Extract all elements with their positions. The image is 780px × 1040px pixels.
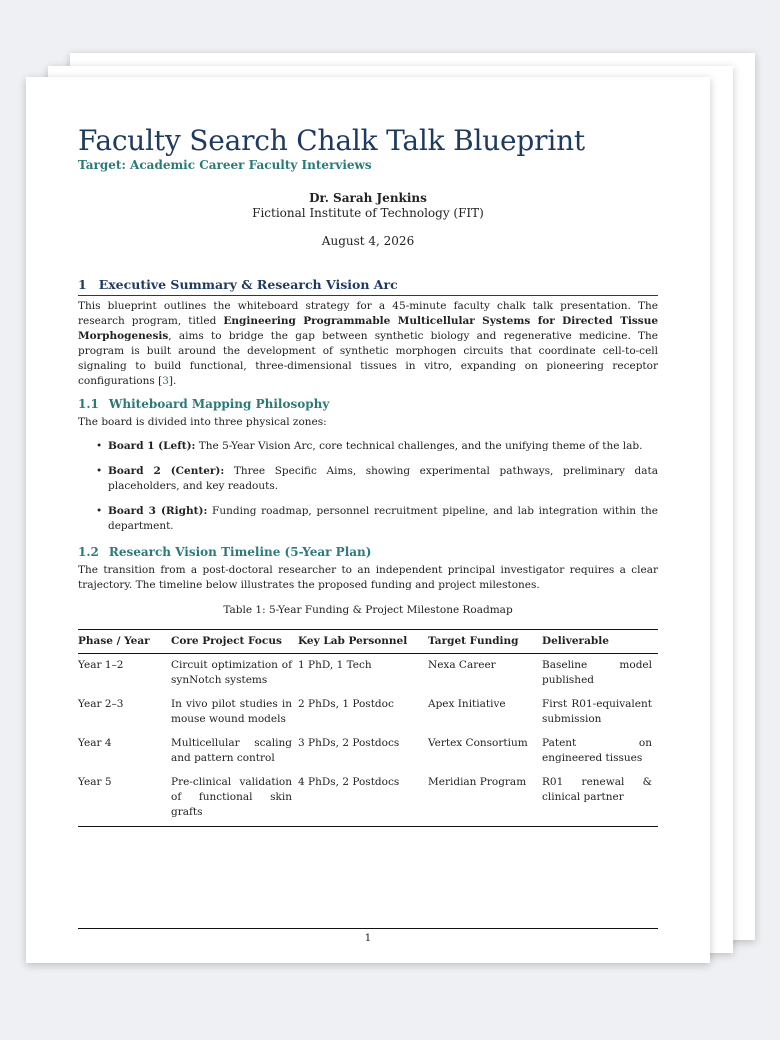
zone-text: Funding roadmap, personnel recruitment pipeline, and lab integration within the department.	[108, 505, 658, 532]
document-title: Faculty Search Chalk Talk Blueprint	[78, 124, 585, 157]
column-header: Phase / Year	[78, 630, 171, 654]
table-row	[78, 772, 658, 827]
document-date: August 4, 2026	[321, 234, 415, 248]
zone-label: Board 1 (Left):	[108, 440, 196, 452]
table-caption: Table 1: 5-Year Funding & Project Milestone Roadmap	[223, 604, 513, 616]
table-cell: Circuit optimization of synNotch systems	[171, 659, 292, 686]
list-item	[96, 464, 658, 494]
zone-text: Three Specific Aims, showing experimental pathways, preliminary data placeholders, and key readouts.	[108, 465, 659, 492]
table-cell: Meridian Program	[428, 776, 527, 788]
subsection-heading	[78, 544, 658, 560]
table-cell: Patent on engineered tissues	[542, 737, 652, 764]
author-block	[78, 191, 658, 221]
section-heading	[78, 277, 658, 296]
bullet-icon: •	[96, 505, 103, 517]
table-cell: R01 renewal & clinical partner	[542, 776, 652, 803]
table-cell: 3 PhDs, 2 Postdocs	[298, 737, 400, 749]
table-cell: Vertex Consortium	[428, 737, 528, 749]
zone-text: The 5-Year Vision Arc, core technical challenges, and the unifying theme of the lab.	[195, 440, 643, 452]
table-cell: Apex Initiative	[428, 698, 506, 710]
summary-text: ].	[168, 375, 177, 387]
table-cell: Baseline model published	[542, 659, 652, 686]
document-subtitle: Target: Academic Career Faculty Interviews	[78, 158, 372, 172]
column-header: Target Funding	[428, 630, 542, 654]
bullet-icon: •	[96, 465, 103, 477]
column-header: Deliverable	[542, 630, 658, 654]
table-cell: Year 1–2	[78, 659, 124, 671]
zone-label: Board 3 (Right):	[108, 505, 208, 517]
subsection-number: 1.1	[78, 397, 99, 411]
subsection-title: Research Vision Timeline (5-Year Plan)	[108, 545, 372, 559]
table-cell: Multicellular scaling and pattern control	[171, 737, 292, 764]
zones-lead: The board is divided into three physical zones:	[78, 416, 327, 428]
table-cell: In vivo pilot studies in mouse wound models	[171, 698, 292, 725]
document-page	[26, 77, 710, 963]
table-cell: Year 4	[78, 737, 112, 749]
table-header-row	[78, 630, 658, 654]
bullet-icon: •	[96, 440, 103, 452]
zone-label: Board 2 (Center):	[108, 465, 225, 477]
table-cell: Year 2–3	[78, 698, 124, 710]
table-row	[78, 694, 658, 733]
citation-link[interactable]: 3	[162, 375, 169, 387]
summary-text: This blueprint outlines the whiteboard strategy for a 45-minute faculty chalk talk presentation. The research program, titled	[78, 300, 658, 327]
page-number: 1	[364, 932, 372, 944]
table-cell: 4 PhDs, 2 Postdocs	[298, 776, 400, 788]
table-cell: 2 PhDs, 1 Postdoc	[298, 698, 394, 710]
roadmap-table	[78, 629, 658, 827]
timeline-paragraph: The transition from a post-doctoral researcher to an independent principal investigator requires a clear trajectory. The timeline below illustrates the proposed funding and project milestones.	[78, 564, 658, 591]
zones-list	[78, 439, 658, 534]
section-number: 1	[78, 277, 87, 292]
page-content	[78, 125, 658, 827]
executive-summary-paragraph	[78, 299, 658, 389]
author-name: Dr. Sarah Jenkins	[309, 191, 427, 205]
subsection-heading	[78, 396, 658, 412]
section-title: Executive Summary & Research Vision Arc	[98, 277, 398, 292]
list-item	[96, 504, 658, 534]
table-cell: 1 PhD, 1 Tech	[298, 659, 372, 671]
author-affiliation: Fictional Institute of Technology (FIT)	[252, 206, 484, 220]
column-header: Core Project Focus	[171, 630, 298, 654]
table-row	[78, 733, 658, 772]
column-header: Key Lab Personnel	[298, 630, 428, 654]
table-cell: Nexa Career	[428, 659, 496, 671]
program-title: Engineering Programmable Multicellular Systems for Directed Tissue Morphogenesis	[78, 315, 659, 342]
table-cell: Year 5	[78, 776, 112, 788]
table-cell: First R01-equivalent submission	[542, 698, 652, 725]
table-cell: Pre-clinical validation of functional skin grafts	[171, 776, 292, 818]
footer-rule	[78, 928, 658, 929]
subsection-number: 1.2	[78, 545, 99, 559]
subsection-title: Whiteboard Mapping Philosophy	[108, 397, 330, 411]
summary-text: , aims to bridge the gap between synthetic biology and regenerative medicine. The program is built around the development of synthetic morphogen circuits that coordinate cell-to-cell signaling to build functional, three-dimensional tissues in vitro, expanding on pioneering receptor configurations [	[78, 330, 658, 387]
table-row	[78, 654, 658, 695]
list-item	[96, 439, 658, 454]
